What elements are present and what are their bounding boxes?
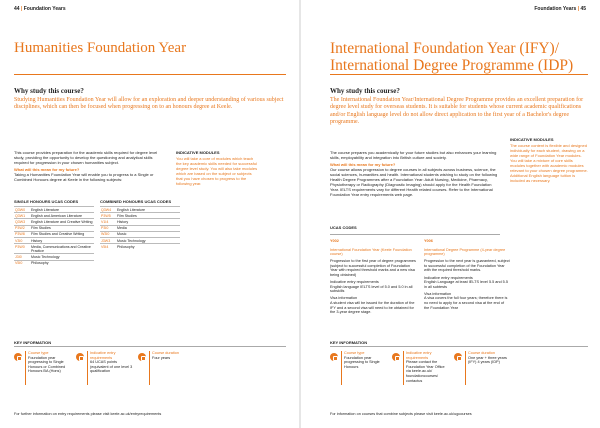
key-divider <box>149 351 150 385</box>
ucas-code-column <box>424 239 510 313</box>
intro-text: This course provides preparation for the academic skills required for degree level study, providing the opportunity to develop the questioning and analytical skills required for progression in your chosen humanities subject. <box>14 150 158 165</box>
visa-text: A student visa will be issued for the duration of the IFY and a second visa will need to be obtained for the 3-year degree stage. <box>330 301 415 315</box>
key-divider <box>465 351 466 385</box>
key-info-heading: KEY INFORMATION <box>330 340 368 345</box>
course-duration-icon <box>454 353 462 361</box>
req-text: English language IELTS level of 5.0 and 5.0 in all subskills <box>330 284 413 294</box>
ucas-code: P3W8 <box>14 231 30 237</box>
ucas-code: Q3W0 <box>14 207 30 213</box>
combined-codes-table <box>100 206 180 249</box>
ucas-code: V1I4 <box>100 219 116 225</box>
why-text: Studying Humanities Foundation Year will allow for an exploration and deeper understanding of various subject disciplines, which can then be focused when progressing on to an honours degree at Keele. <box>14 97 284 111</box>
key-item <box>152 351 196 360</box>
code-row <box>14 244 94 254</box>
key-divider <box>25 351 26 385</box>
ucas-codes-heading: UCAS CODES <box>330 225 357 230</box>
indicative-block <box>176 150 258 188</box>
ucas-code: Q3W4 <box>100 207 116 213</box>
indicative-text: The course content is flexible and designed individually for each student, drawing on a wide range of Foundation Year modules. You will take a mixture of core skills modules together with academic modules relevant to your chosen degree programme. Additional English language tuition is included as necessary. <box>510 143 588 183</box>
subject-name: Media <box>116 225 180 231</box>
ucas-code: Y002 <box>330 239 339 243</box>
subject-name: Philosophy <box>116 244 180 250</box>
ucas-code: J3W3 <box>100 237 116 243</box>
code-title: International Foundation Year (Keele Foundation course) <box>330 247 412 257</box>
key-info-heading: KEY INFORMATION <box>14 340 52 345</box>
key-value: Four years <box>152 355 171 360</box>
key-item <box>344 351 388 369</box>
req-text: English Language at least IELTS level 5.5 and 5.5 in all subtests <box>424 280 508 289</box>
subject-name: Film Studies and Creative Writing <box>30 231 94 237</box>
visa-text: A visa covers the full four years; therefore there is no need to apply for a second visa at the end of the Foundation Year <box>424 296 508 310</box>
visa-heading: Visa information <box>424 291 452 296</box>
code-text: Progression to the next year is guaranteed, subject to successful completion of the Foundation Year with the required threshold marks. <box>424 259 510 273</box>
key-label: Course duration <box>152 351 180 355</box>
code-row <box>14 260 94 266</box>
ucas-code: V5I4 <box>100 244 116 250</box>
entry-requirements-icon <box>392 353 400 361</box>
subject-name: English Literature <box>116 207 180 213</box>
course-duration-icon <box>138 353 146 361</box>
ucas-code: V5I0 <box>14 260 30 266</box>
course-type-icon <box>14 353 22 361</box>
footer-note: For further information on entry requirements please visit keele.ac.uk/entryrequirements <box>14 412 162 416</box>
key-item <box>90 351 134 374</box>
title-rule <box>330 74 588 75</box>
intro-text: The course prepares you academically for your future studies but also enhances your learning skills, employability and integration into British culture and society. <box>330 150 497 160</box>
ucas-code: P3W5 <box>100 213 116 219</box>
subject-name: Music Technology <box>116 237 180 243</box>
intro-block <box>14 150 162 184</box>
indicative-text: You will take a core of modules which teach the key academic skills needed for successful degree level study. You will also take modules which are based on the subject or subjects that you have chosen to progress to the following year. <box>176 156 258 186</box>
running-header: Foundation Years | 45 <box>534 6 586 12</box>
req-heading: Indicative entry requirements <box>424 275 473 280</box>
subject-name: Philosophy <box>30 260 94 266</box>
why-text: The International Foundation Year/International Degree Programme provides an excellent preparation for degree level study for overseas students. It is suitable for students whose current academic qualifications and/or English language level do not allow direct application to the first year of a Bachelor's degree programme. <box>330 97 584 126</box>
intro-block <box>330 150 500 199</box>
key-divider <box>341 351 342 385</box>
key-label: Indicative entry requirements <box>406 351 432 360</box>
key-label: Course type <box>344 351 365 355</box>
subject-name: History <box>30 237 94 243</box>
title-rule <box>14 74 286 75</box>
combined-codes-heading: COMBINED HONOURS UCAS CODES <box>100 199 172 204</box>
key-divider <box>403 351 404 385</box>
visa-heading: Visa information <box>330 296 358 301</box>
right-page <box>300 0 600 428</box>
indicative-block <box>510 137 588 185</box>
future-heading: What will this mean for my future? <box>14 167 80 172</box>
ucas-code: V3I0 <box>14 237 30 243</box>
ucas-code: Q3W3 <box>14 219 30 225</box>
code-row <box>100 244 180 250</box>
ucas-rule <box>330 234 500 235</box>
ucas-code: P3I0 <box>100 225 116 231</box>
subject-name: Music <box>116 231 180 237</box>
single-codes-table <box>14 206 94 266</box>
course-type-icon <box>330 353 338 361</box>
subject-name: Media, Communications and Creative Practice <box>30 244 94 254</box>
page-title: Humanities Foundation Year <box>14 40 187 56</box>
future-heading: What will this mean for my future? <box>330 162 396 167</box>
req-heading: Indicative entry requirements <box>330 280 379 285</box>
footer-note: For information on courses that combine subjects please visit keele.ac.uk/ugcourses <box>330 412 472 416</box>
code-title: International Degree Programme (4-year degree programme) <box>424 247 506 257</box>
subject-name: English Literature <box>30 207 94 213</box>
subject-name: English and American Literature <box>30 213 94 219</box>
subject-name: Film Studies <box>30 225 94 231</box>
indicative-heading: INDICATIVE MODULES <box>510 137 554 142</box>
key-info-rule <box>330 346 588 347</box>
key-item <box>406 351 450 383</box>
subject-name: English Literature and Creative Writing <box>31 219 93 224</box>
key-label: Course duration <box>468 351 496 355</box>
ucas-code: P3W2 <box>14 225 30 231</box>
key-value: Foundation year progressing to Single Honours <box>344 355 380 369</box>
ucas-code: P3W0 <box>14 244 30 254</box>
key-label: Course type <box>28 351 49 355</box>
subject-name: Music Technology <box>30 254 94 260</box>
indicative-heading: INDICATIVE MODULES <box>176 150 220 155</box>
subject-name: Film Studies <box>116 213 180 219</box>
why-heading: Why study this course? <box>14 87 84 95</box>
key-item <box>28 351 72 374</box>
key-value: Foundation year progressing to Single Honours or Combined Honours BA (Hons) <box>28 355 66 374</box>
entry-requirements-icon <box>76 353 84 361</box>
ucas-code: J3I0 <box>14 254 30 260</box>
code-text: Progression to the first year of degree programmes (subject to successful completion of Foundation Year with required threshold marks and a new visa being obtained) <box>330 259 416 278</box>
why-heading: Why study this course? <box>330 87 400 95</box>
key-info-rule <box>14 346 286 347</box>
key-divider <box>87 351 88 385</box>
key-item <box>468 351 512 365</box>
running-header: 44 | Foundation Years <box>14 6 66 12</box>
ucas-code: Q3W1 <box>14 213 30 219</box>
key-value: One year + three years (IFY) 4 years (IDP) <box>468 355 507 365</box>
ucas-code-column <box>330 239 416 317</box>
ucas-code: Y006 <box>424 239 433 243</box>
key-label: Indicative entry requirements <box>90 351 116 360</box>
subject-name: History <box>116 219 180 225</box>
future-text: Our course allows progression to degree courses in all subjects across business, science, the social sciences, humanities and health. International students wishing to study on the following Health Degree Programmes after a Foundation Year: Adult Nursing, Medicine, Pharmacy, Physiotherapy or Radiography (Diagnostic Imaging) should apply for the Health Foundation Year. IELTS requirements vary for different Health related courses. Refer to the International Foundation Year entry requirements web page. <box>330 167 498 197</box>
ucas-code: W3I0 <box>100 231 116 237</box>
key-value: 64 UCAS points (equivalent of one level 3 qualification <box>90 360 133 374</box>
page-title: International Foundation Year (IFY)/ International Degree Programme (IDP) <box>330 40 574 74</box>
key-value: Please contact the Foundation Year Office via keele.ac.uk/ foundationcourses/ contactus <box>406 360 445 383</box>
future-text: Taking a Humanities Foundation Year will enable you to progress to a Single or Combined Honours degree at Keele in the following subjects: <box>14 172 154 182</box>
single-codes-heading: SINGLE HONOURS UCAS CODES <box>14 199 79 204</box>
